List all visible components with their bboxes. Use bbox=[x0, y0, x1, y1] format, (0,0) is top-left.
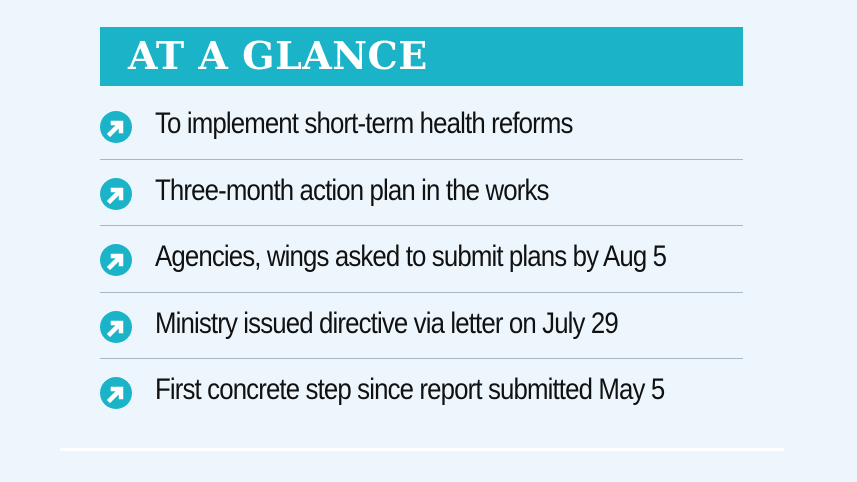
list-item bbox=[100, 93, 743, 160]
bullet-list bbox=[100, 93, 743, 426]
bullet-text: To implement short-term health reforms bbox=[155, 107, 573, 140]
header-bar bbox=[100, 27, 743, 86]
bullet-text: Three-month action plan in the works bbox=[155, 173, 549, 207]
bullet-text: Agencies, wings asked to submit plans by Aug 5 bbox=[155, 240, 667, 273]
bullet-text: Ministry issued directive via letter on July 29 bbox=[155, 306, 618, 340]
arrow-up-right-circle-icon bbox=[100, 244, 132, 276]
arrow-up-right-circle-icon bbox=[100, 377, 132, 409]
list-item bbox=[100, 293, 743, 360]
list-item bbox=[100, 160, 743, 227]
list-item bbox=[100, 226, 743, 293]
arrow-up-right-circle-icon bbox=[100, 111, 132, 143]
bullet-text: First concrete step since report submitted May 5 bbox=[155, 373, 665, 406]
footer-divider bbox=[60, 448, 784, 451]
arrow-up-right-circle-icon bbox=[100, 178, 132, 210]
panel-title: AT A GLANCE bbox=[128, 33, 428, 78]
list-item bbox=[100, 359, 743, 426]
arrow-up-right-circle-icon bbox=[100, 311, 132, 343]
